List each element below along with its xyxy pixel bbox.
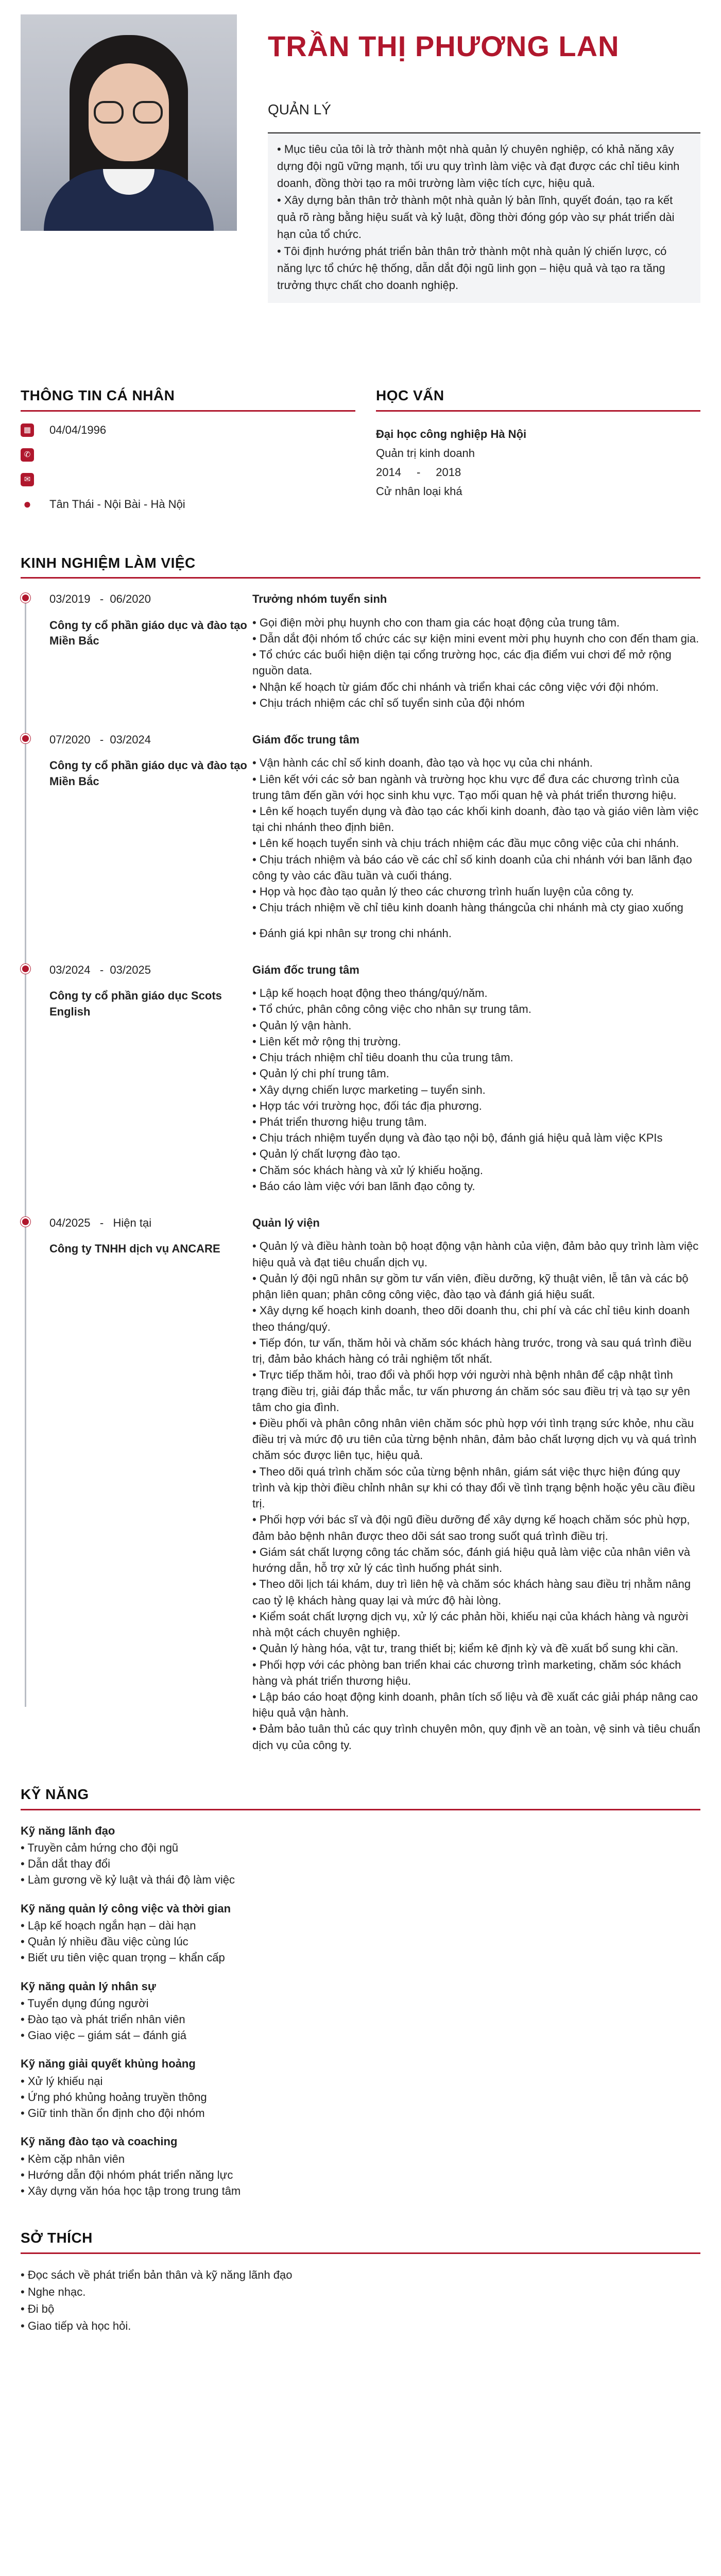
objective-paragraph: • Mục tiêu của tôi là trở thành một nhà quản lý chuyên nghiệp, có khả năng xây dựng đội ngũ vững mạnh, tối ưu quy trình làm việc và đạt được các chỉ tiêu kinh doanh, đồng thời tạo ra môi trường làm việc tích cực, hiệu quả. [277,142,680,190]
job-responsibilities [252,985,700,1194]
job-details [252,591,700,711]
job-responsibility: • Quản lý vận hành. [252,1019,352,1032]
header-info [237,14,700,303]
job-responsibility: • Kiểm soát chất lượng dịch vụ, xử lý các phản hồi, khiếu nại của khách hàng và người nhà một cách chuyên nghiệp. [252,1609,689,1639]
skill-item: • Hướng dẫn đội nhóm phát triển năng lực [21,2168,233,2181]
avatar-glasses-left [94,101,124,124]
job-responsibility: • Vận hành các chỉ số kinh doanh, đào tạo và học vụ của chi nhánh. [252,756,593,770]
hobbies-list [21,2266,700,2334]
job-responsibility: • Quản lý đội ngũ nhân sự gồm tư vấn viên, điều dưỡng, kỹ thuật viên, lễ tân và các bộ phận liên quan; phân công công việc, đào tạo và đánh giá hiệu suất. [252,1272,689,1301]
objective-paragraph: • Tôi định hướng phát triển bản thân trở thành một nhà quản lý chiến lược, có năng lực tổ chức hệ thống, dẫn dắt đội ngũ linh gọn – hiệu quả và tạo ra tăng trưởng thực chất cho doanh nghiệp. [277,244,667,292]
job-entry [21,962,700,1194]
hobby-item: • Nghe nhạc. [21,2285,86,2299]
candidate-position: QUẢN LÝ [268,101,331,118]
job-responsibility: • Quản lý chất lượng đào tạo. [252,1147,401,1161]
email-row [21,473,355,486]
job-responsibility: • Phối hợp với bác sĩ và đội ngũ điều dưỡng để xây dựng kế hoạch chăm sóc phù hợp, đảm bảo bệnh nhân được theo dõi sát sao trong suốt quá trình điều trị. [252,1513,690,1543]
email-icon: ✉ [21,473,34,486]
job-responsibility: • Chăm sóc khách hàng và xử lý khiếu hoặng. [252,1163,484,1177]
job-responsibility: • Chịu trách nhiệm và báo cáo về các chỉ số kinh doanh của chi nhánh với ban lãnh đạo công ty vào các đầu tuần và cuối tháng. [252,853,692,882]
objective-paragraph: • Xây dựng bản thân trở thành một nhà quản lý bản lĩnh, quyết đoán, tạo ra kết quả rõ ràng bằng hiệu suất và kỷ luật, đồng thời đóng góp vào sự phát triển dài hạn của tổ chức. [277,193,675,241]
education-degree: Cử nhân loại khá [376,485,462,498]
job-responsibility: • Liên kết với các sở ban ngành và trường học khu vực để đưa các chương trình của trung tâm đến gần với học sinh khu vực. Tạo mối quan hệ và phát triển thương hiệu. [252,772,679,802]
job-responsibility: • Điều phối và phân công nhân viên chăm sóc phù hợp với tình trạng sức khỏe, nhu cầu điều trị và mức độ ưu tiên của từng bệnh nhân, đảm bảo chất lượng dịch vụ và quá trình chăm sóc được liên tục, hiệu quả. [252,1416,697,1462]
education-major: Quản trị kinh doanh [376,446,475,460]
job-responsibility: • Lên kế hoạch tuyển dụng và đào tạo các khối kinh doanh, đào tạo và giáo viên làm việc tại chi nhánh theo định biên. [252,805,699,834]
job-responsibility: • Trực tiếp thăm hỏi, trao đổi và phối hợp với người nhà bệnh nhân để cập nhật tình trạng điều trị, giải đáp thắc mắc, tư vấn phương án chăm sóc sau điều trị và tạo sự yên tâm cho gia đình. [252,1368,690,1414]
job-responsibility: • Gọi điện mời phụ huynh cho con tham gia các hoạt động của trung tâm. [252,616,620,629]
job-responsibilities [252,755,700,941]
job-responsibility: • Lập kế hoạch hoạt động theo tháng/quý/năm. [252,987,488,1000]
skill-item: • Truyền cảm hứng cho đội ngũ [21,1841,179,1854]
job-responsibility: • Liên kết mở rộng thị trường. [252,1035,401,1048]
section-title-personal: THÔNG TIN CÁ NHÂN [21,385,355,412]
job-responsibility: • Phối hợp với các phòng ban triển khai các chương trình marketing, chăm sóc khách hàng và phát triển thương hiệu. [252,1658,681,1687]
experience-timeline [21,591,700,1753]
job-responsibility: • Chịu trách nhiệm các chỉ số tuyển sinh của đội nhóm [252,696,525,709]
job-responsibility: • Đảm bảo tuân thủ các quy trình chuyên môn, quy định về an toàn, vệ sinh và tiêu chuẩn dịch vụ của công ty. [252,1722,700,1752]
job-company: Công ty TNHH dịch vụ ANCARE [49,1242,220,1256]
skill-item: • Dẫn dắt thay đổi [21,1857,111,1871]
birthday-row [21,424,355,436]
job-responsibility: • Quản lý chi phí trung tâm. [252,1067,389,1080]
section-title-skills: KỸ NĂNG [21,1784,700,1810]
skill-group-title: Kỹ năng quản lý nhân sự [21,1979,156,1993]
job-responsibility: • Theo dõi quá trình chăm sóc của từng bệnh nhân, giám sát việc thực hiện đúng quy trình và kịp thời điều chỉnh nhân sự khi có thay đổi về tình trạng bệnh hoặc yêu cầu điều trị. [252,1465,695,1511]
timeline-dot [21,734,30,743]
hobbies-section [21,2228,700,2334]
job-responsibility: • Phát triển thương hiệu trung tâm. [252,1115,427,1128]
avatar [21,14,237,231]
job-responsibility: • Dẫn dắt đội nhóm tổ chức các sự kiện mini event mời phụ huynh cho con đến tham gia. [252,632,699,645]
skill-item: • Xây dựng văn hóa học tập trong trung tâm [21,2184,241,2198]
career-objective [268,132,700,303]
job-company: Công ty cổ phần giáo dục và đào tạo Miền Bắc [49,759,247,788]
education-dash: - [416,466,421,479]
section-title-experience: KINH NGHIỆM LÀM VIỆC [21,553,700,579]
job-responsibility: • Chịu trách nhiệm về chỉ tiêu kinh doanh hàng thángcủa chi nhánh mà cty giao xuống [252,901,683,914]
skill-item: • Lập kế hoạch ngắn hạn – dài hạn [21,1919,196,1932]
skill-group [21,1901,700,1966]
hobby-item: • Đọc sách về phát triển bản thân và kỹ năng lãnh đạo [21,2268,293,2282]
skill-item: • Ứng phó khủng hoảng truyền thông [21,2090,207,2104]
skills-list [21,1823,700,2199]
job-company: Công ty cổ phần giáo dục và đào tạo Miền Bắc [49,618,247,648]
job-responsibility: • Quản lý và điều hành toàn bộ hoạt động vận hành của viện, đảm bảo quy trình làm việc hiệu quả và đạt tiêu chuẩn dịch vụ. [252,1240,699,1269]
info-education-row [21,385,700,511]
skill-item: • Quản lý nhiều đầu việc cùng lúc [21,1935,188,1948]
job-details [252,962,700,1194]
section-title-hobbies: SỞ THÍCH [21,2228,700,2254]
experience-section [21,553,700,1753]
birthday-value: 04/04/1996 [49,423,107,437]
job-responsibility: • Xây dựng kế hoạch kinh doanh, theo dõi doanh thu, chi phí và các chỉ tiêu kinh doanh theo tháng/quý. [252,1304,690,1333]
job-responsibility: • Báo cáo làm việc với ban lãnh đạo công ty. [252,1179,475,1193]
job-responsibility: • Lên kế hoạch tuyển sinh và chịu trách nhiệm các đầu mục công việc của chi nhánh. [252,837,679,850]
job-responsibility: • Tiếp đón, tư vấn, thăm hỏi và chăm sóc khách hàng trước, trong và sau quá trình điều trị, đảm bảo khách hàng có trải nghiệm tốt nhất. [252,1336,692,1366]
job-date: 03/2019 - 06/2020 [49,592,151,606]
job-entry [21,591,700,711]
hobby-item: • Đi bộ [21,2302,55,2316]
job-responsibility: • Xây dựng chiến lược marketing – tuyển sinh. [252,1083,486,1096]
skill-group [21,1978,700,2044]
job-date: 03/2024 - 03/2025 [49,963,151,976]
job-responsibilities [252,615,700,711]
phone-row [21,449,355,461]
job-responsibilities [252,1238,700,1753]
address-value: Tân Thái - Nội Bài - Hà Nội [49,498,185,511]
hobby-item: • Giao tiếp và học hỏi. [21,2319,131,2333]
skill-item: • Giữ tinh thần ổn định cho đội nhóm [21,2107,205,2120]
skills-section [21,1784,700,2199]
skill-group-title: Kỹ năng lãnh đạo [21,1824,115,1837]
job-responsibility: • Tổ chức các buổi hiện diện tại cổng trường học, các địa điểm vui chơi để mở rộng nguồn data. [252,648,672,677]
job-responsibility: • Đánh giá kpi nhân sự trong chi nhánh. [252,926,452,940]
job-responsibility: • Nhận kế hoạch từ giám đốc chi nhánh và triển khai các công việc với đội nhóm. [252,680,659,693]
phone-icon: ✆ [21,448,34,462]
personal-info-section [21,385,355,511]
skill-group-title: Kỹ năng giải quyết khủng hoảng [21,2057,196,2071]
job-date: 04/2025 - Hiện tại [49,1216,152,1230]
education-school: Đại học công nghiệp Hà Nội [376,427,527,440]
job-responsibility: • Họp và học đào tạo quản lý theo các chương trình huấn luyện của công ty. [252,885,634,899]
calendar-icon: ▦ [21,423,34,437]
skill-item: • Tuyển dụng đúng người [21,1996,149,2010]
job-title: Trưởng nhóm tuyển sinh [252,592,387,606]
cv-header [21,0,700,303]
timeline-dot [21,964,30,974]
address-row [21,498,355,511]
job-date: 07/2020 - 03/2024 [49,733,151,747]
job-responsibility: • Theo dõi lịch tái khám, duy trì liên hệ và chăm sóc khách hàng sau điều trị nhằm nâng cao tỷ lệ khách hàng quay lại và mức độ hài lòng. [252,1578,691,1607]
skill-item: • Kèm cặp nhân viên [21,2152,125,2165]
skill-item: • Làm gương về kỷ luật và thái độ làm việc [21,1873,235,1887]
education-section [355,385,700,511]
job-company: Công ty cổ phần giáo dục Scots English [49,989,222,1018]
job-details [252,1215,700,1753]
education-start: 2014 [376,466,401,479]
avatar-glasses-right [133,101,163,124]
job-responsibility: • Giám sát chất lượng công tác chăm sóc, đánh giá hiệu quả làm việc của nhân viên và hướng dẫn, hỗ trợ xử lý các tình huống phát sinh. [252,1545,691,1575]
job-title: Giám đốc trung tâm [252,963,359,976]
education-dates [376,464,700,480]
job-responsibility: • Chịu trách nhiệm tuyển dụng và đào tạo nội bộ, đánh giá hiệu quả làm việc KPIs [252,1131,663,1145]
job-responsibility: • Hợp tác với trường học, đối tác địa phương. [252,1099,482,1112]
education-end: 2018 [436,466,461,479]
job-responsibility: • Lập báo cáo hoạt động kinh doanh, phân tích số liệu và đề xuất các giải pháp nâng cao hiệu quả vận hành. [252,1690,698,1720]
skill-group [21,2056,700,2121]
skill-item: • Biết ưu tiên việc quan trọng – khẩn cấp [21,1951,225,1964]
job-title: Quản lý viện [252,1216,320,1230]
job-details [252,732,700,941]
job-entry [21,1215,700,1753]
job-meta [21,1215,252,1753]
job-title: Giám đốc trung tâm [252,733,359,747]
job-responsibility: • Quản lý hàng hóa, vật tư, trang thiết bị; kiểm kê định kỳ và đề xuất bổ sung khi cần. [252,1642,679,1655]
location-pin-icon: ● [23,496,31,512]
job-responsibility: • Tổ chức, phân công công việc cho nhân sự trung tâm. [252,1003,531,1016]
skill-item: • Đào tạo và phát triển nhân viên [21,2013,185,2026]
skill-item: • Giao việc – giám sát – đánh giá [21,2029,186,2042]
skill-item: • Xử lý khiếu nại [21,2074,103,2088]
job-responsibility: • Chịu trách nhiệm chỉ tiêu doanh thu của trung tâm. [252,1051,513,1064]
skill-group-title: Kỹ năng đào tạo và coaching [21,2135,178,2148]
job-meta [21,732,252,941]
skill-group [21,1823,700,1888]
candidate-name: TRẦN THỊ PHƯƠNG LAN [268,30,620,62]
job-entry [21,732,700,941]
job-meta [21,591,252,711]
skill-group [21,2133,700,2199]
job-meta [21,962,252,1194]
skill-group-title: Kỹ năng quản lý công việc và thời gian [21,1902,231,1915]
section-title-education: HỌC VẤN [376,385,700,412]
